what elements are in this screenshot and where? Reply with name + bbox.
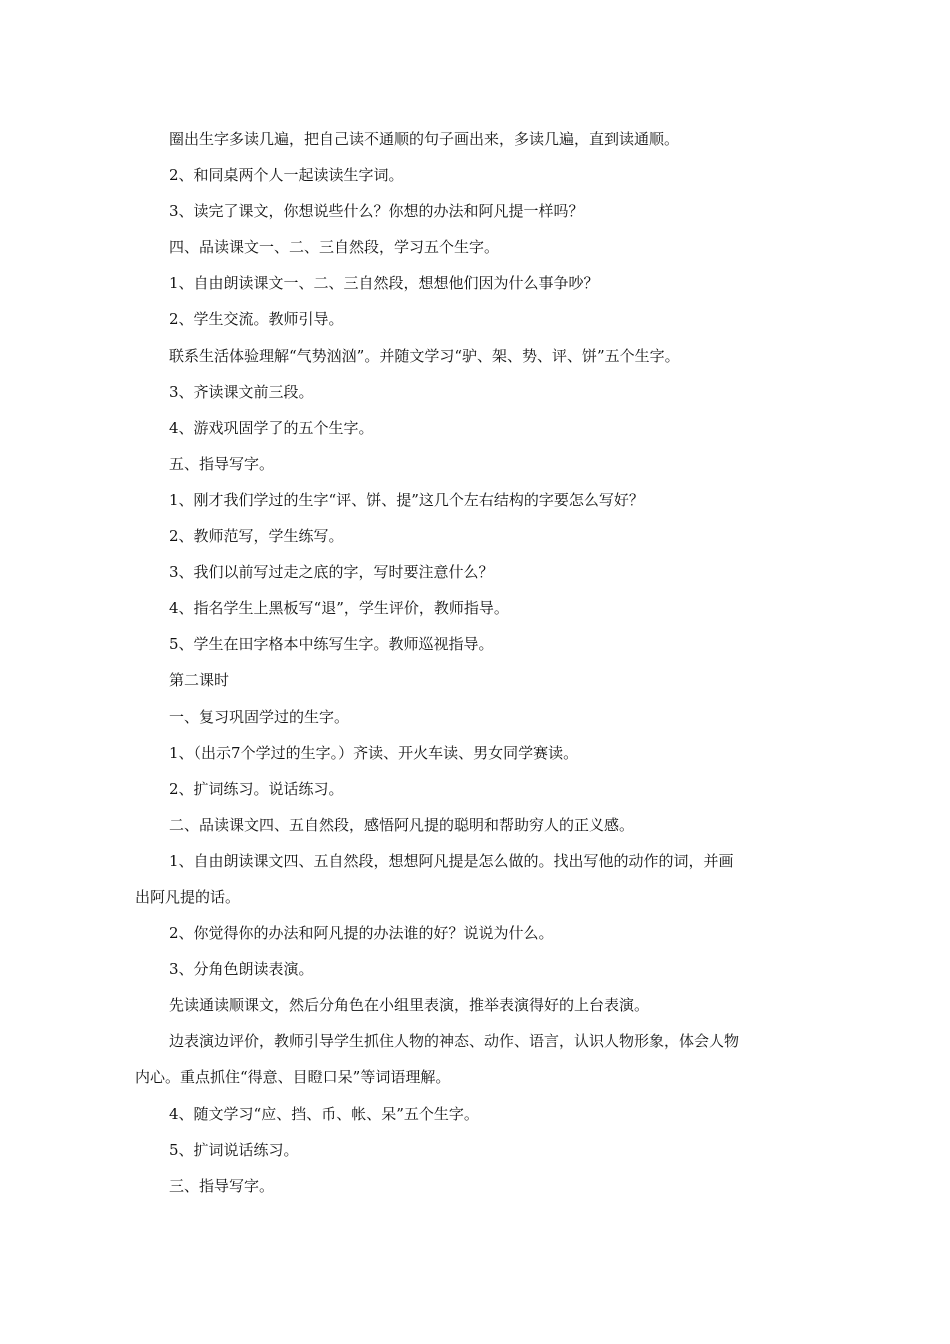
text-line: 1、自由朗读课文一、二、三自然段，想想他们因为什么事争吵？ (169, 274, 599, 293)
text-line: 四、品读课文一、二、三自然段，学习五个生字。 (169, 238, 500, 257)
text-line: 圈出生字多读几遍，把自己读不通顺的句子画出来，多读几遍，直到读通顺。 (169, 130, 680, 148)
text-line: 4、指名学生上黑板写“退”，学生评价，教师指导。 (169, 599, 509, 618)
text-line: 内心。重点抓住“得意、目瞪口呆”等词语理解。 (135, 1068, 451, 1087)
text-line: 3、我们以前写过走之底的字，写时要注意什么？ (169, 563, 494, 582)
text-line: 二、品读课文四、五自然段，感悟阿凡提的聪明和帮助穷人的正义感。 (169, 815, 635, 834)
text-line: 4、游戏巩固学了的五个生字。 (169, 418, 374, 437)
text-line: 4、随文学习“应、挡、币、帐、呆”五个生字。 (169, 1104, 479, 1123)
text-line: 1、刚才我们学过的生字“评、饼、提”这几个左右结构的字要怎么写好？ (169, 490, 644, 509)
text-line: 1、（出示7个学过的生字。）齐读、开火车读、男女同学赛读。 (169, 743, 579, 762)
text-line: 先读通读顺课文，然后分角色在小组里表演，推举表演得好的上台表演。 (169, 996, 650, 1015)
text-line: 3、读完了课文，你想说些什么？你想的办法和阿凡提一样吗？ (169, 202, 584, 221)
text-line: 出阿凡提的话。 (135, 887, 241, 906)
text-line: 联系生活体验理解“气势汹汹”。并随文学习“驴、架、势、评、饼”五个生字。 (169, 346, 680, 365)
text-line: 第二课时 (169, 671, 230, 690)
text-line: 2、学生交流。教师引导。 (169, 310, 344, 329)
text-line: 3、齐读课文前三段。 (169, 382, 314, 401)
text-line: 2、扩词练习。说话练习。 (169, 779, 344, 798)
text-line: 五、指导写字。 (169, 454, 275, 473)
text-line: 5、扩词说话练习。 (169, 1140, 299, 1159)
document-body (135, 121, 815, 1204)
text-line: 一、复习巩固学过的生字。 (169, 707, 350, 726)
text-line: 三、指导写字。 (169, 1176, 275, 1195)
text-line: 1、自由朗读课文四、五自然段，想想阿凡提是怎么做的。找出写他的动作的词，并画 (169, 851, 734, 870)
text-line: 2、你觉得你的办法和阿凡提的办法谁的好？说说为什么。 (169, 924, 554, 943)
text-line: 3、分角色朗读表演。 (169, 960, 314, 979)
text-line: 边表演边评价，教师引导学生抓住人物的神态、动作、语言，认识人物形象，体会人物 (169, 1032, 740, 1051)
text-line: 5、学生在田字格本中练写生字。教师巡视指导。 (169, 635, 494, 654)
text-line: 2、和同桌两个人一起读读生字词。 (169, 166, 404, 185)
text-line: 2、教师范写，学生练写。 (169, 527, 344, 546)
